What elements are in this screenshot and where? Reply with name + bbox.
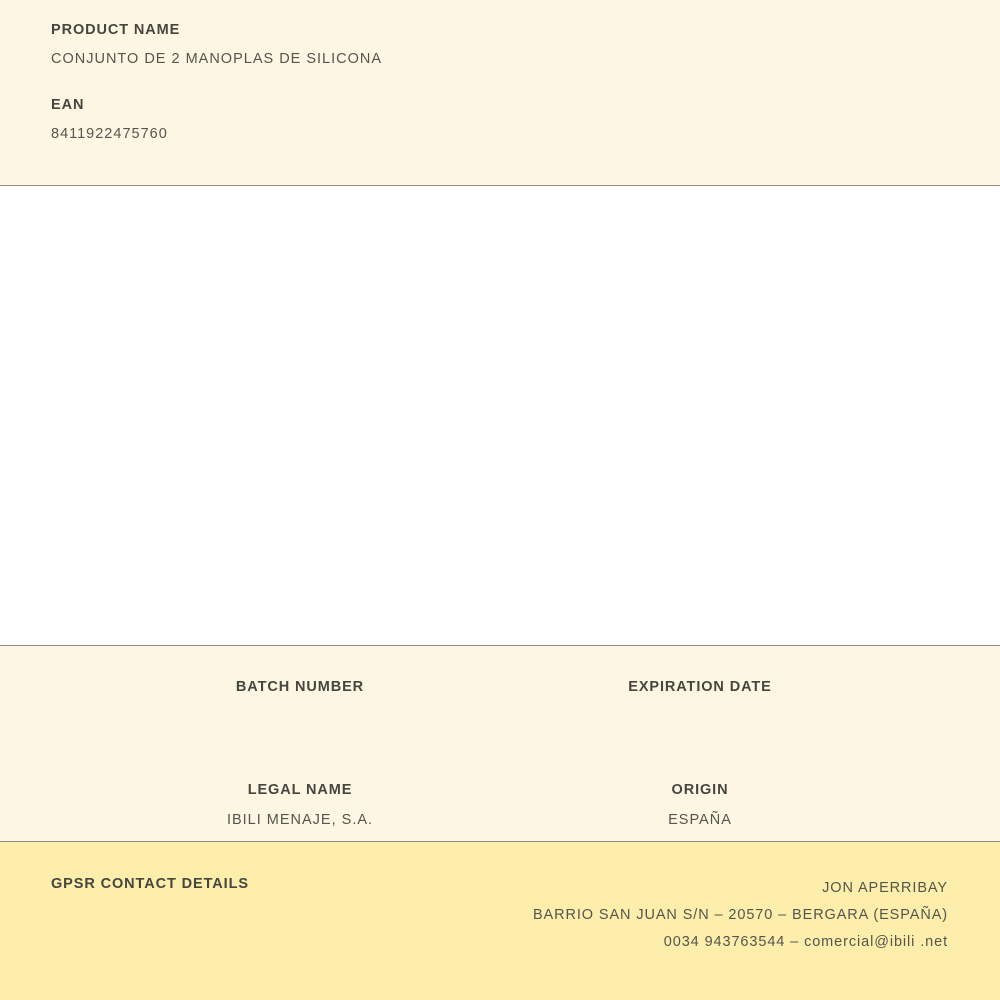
origin-label: ORIGIN — [671, 782, 729, 799]
expiration-date-field — [550, 679, 850, 725]
product-name-value: CONJUNTO DE 2 MANOPLAS DE SILICONA — [51, 51, 383, 68]
product-image-area — [0, 186, 1000, 646]
legal-name-label: LEGAL NAME — [247, 782, 353, 799]
batch-number-field — [150, 679, 450, 725]
ean-field — [0, 97, 1000, 144]
product-details-section — [0, 646, 1000, 842]
gpsr-contact-phone-email: 0034 943763544 – comercial@ibili .net — [663, 933, 948, 950]
gpsr-contact-section — [0, 842, 1000, 1000]
batch-number-value — [150, 708, 450, 725]
expiration-date-label: EXPIRATION DATE — [628, 679, 772, 695]
batch-number-label: BATCH NUMBER — [235, 679, 365, 695]
legal-name-field — [150, 782, 450, 829]
ean-value: 8411922475760 — [51, 126, 168, 143]
gpsr-contact-name: JON APERRIBAY — [822, 880, 948, 896]
ean-label: EAN — [51, 96, 85, 113]
product-header-section — [0, 0, 1000, 186]
details-row-batch-expiration — [0, 646, 1000, 725]
origin-value: ESPAÑA — [668, 811, 732, 828]
product-name-label: PRODUCT NAME — [51, 22, 181, 38]
gpsr-contact-label: GPSR CONTACT DETAILS — [51, 876, 249, 892]
details-row-legal-origin — [0, 725, 1000, 829]
gpsr-contact-address: BARRIO SAN JUAN S/N – 20570 – BERGARA (ESPAÑA) — [532, 906, 948, 923]
origin-field — [550, 782, 850, 829]
legal-name-value: IBILI MENAJE, S.A. — [226, 811, 374, 828]
gpsr-contact-details — [533, 875, 948, 955]
expiration-date-value — [550, 708, 850, 725]
product-name-field — [0, 22, 1000, 69]
